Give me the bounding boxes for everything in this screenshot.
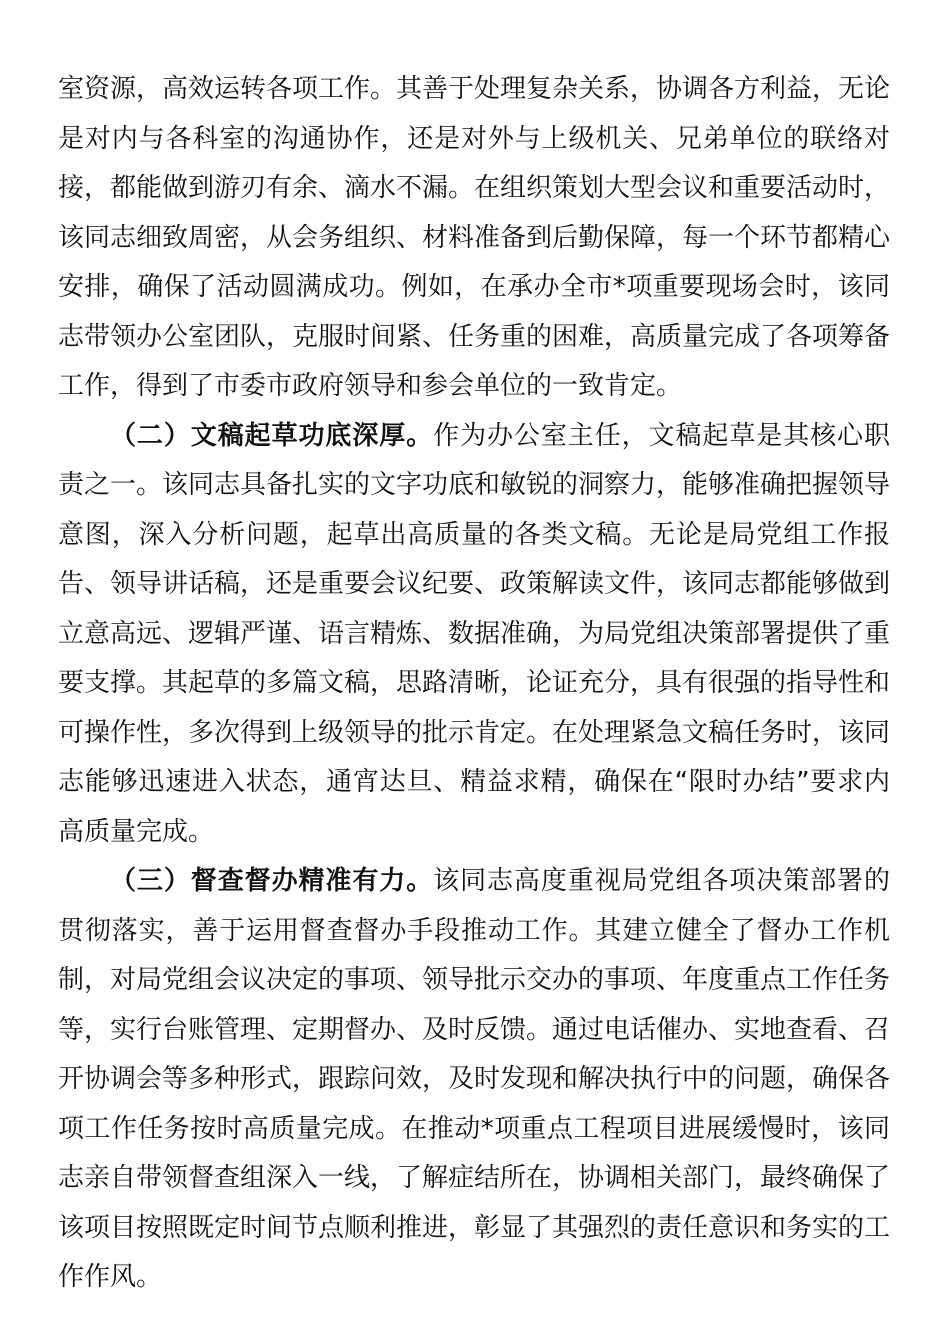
paragraph-text: 作为办公室主任，文稿起草是其核心职责之一。该同志具备扎实的文字功底和敏锐的洞察力，能够准确把握领导意图，深入分析问题，起草出高质量的各类文稿。无论是局党组工作报告、领导讲话稿，还是重要会议纪要、政策解读文件，该同志都能够做到立意高远、逻辑严谨、语言精炼、数据准确，为局党组决策部署提供了重要支撑。其起草的多篇文稿，思路清晰，论证充分，具有很强的指导性和可操作性，多次得到上级领导的批示肯定。在处理紧急文稿任务时，该同志能够迅速进入状态，通宵达旦、精益求精，确保在“限时办结”要求内高质量完成。 bbox=[58, 420, 891, 847]
section-heading-supervision: （三）督查督办精准有力。 bbox=[110, 866, 434, 896]
paragraph-text: 该同志高度重视局党组各项决策部署的贯彻落实，善于运用督查督办手段推动工作。其建立健全了督办工作机制，对局党组会议决定的事项、领导批示交办的事项、年度重点工作任务等，实行台账管理、定期督办、及时反馈。通过电话催办、实地查看、召开协调会等多种形式，跟踪问效，及时发现和解决执行中的问题，确保各项工作任务按时高质量完成。在推动*项重点工程项目进展缓慢时，该同志亲自带领督查组深入一线，了解症结所在，协调相关部门，最终确保了该项目按照既定时间节点顺利推进，彰显了其强烈的责任意识和务实的工作作风。 bbox=[58, 866, 891, 1292]
paragraph-text: 室资源，高效运转各项工作。其善于处理复杂关系，协调各方利益，无论是对内与各科室的沟通协作，还是对外与上级机关、兄弟单位的联络对接，都能做到游刃有余、滴水不漏。在组织策划大型会议和重要活动时，该同志细致周密，从会务组织、材料准备到后勤保障，每一个环节都精心安排，确保了活动圆满成功。例如，在承办全市*项重要现场会时，该同志带领办公室团队，克服时间紧、任务重的困难，高质量完成了各项筹备工作，得到了市委市政府领导和参会单位的一致肯定。 bbox=[58, 74, 891, 401]
document-body bbox=[58, 65, 890, 1303]
paragraph-continuation bbox=[58, 65, 890, 412]
paragraph-drafting bbox=[58, 412, 890, 858]
paragraph-supervision bbox=[58, 857, 890, 1303]
section-heading-drafting: （二）文稿起草功底深厚。 bbox=[110, 420, 434, 451]
